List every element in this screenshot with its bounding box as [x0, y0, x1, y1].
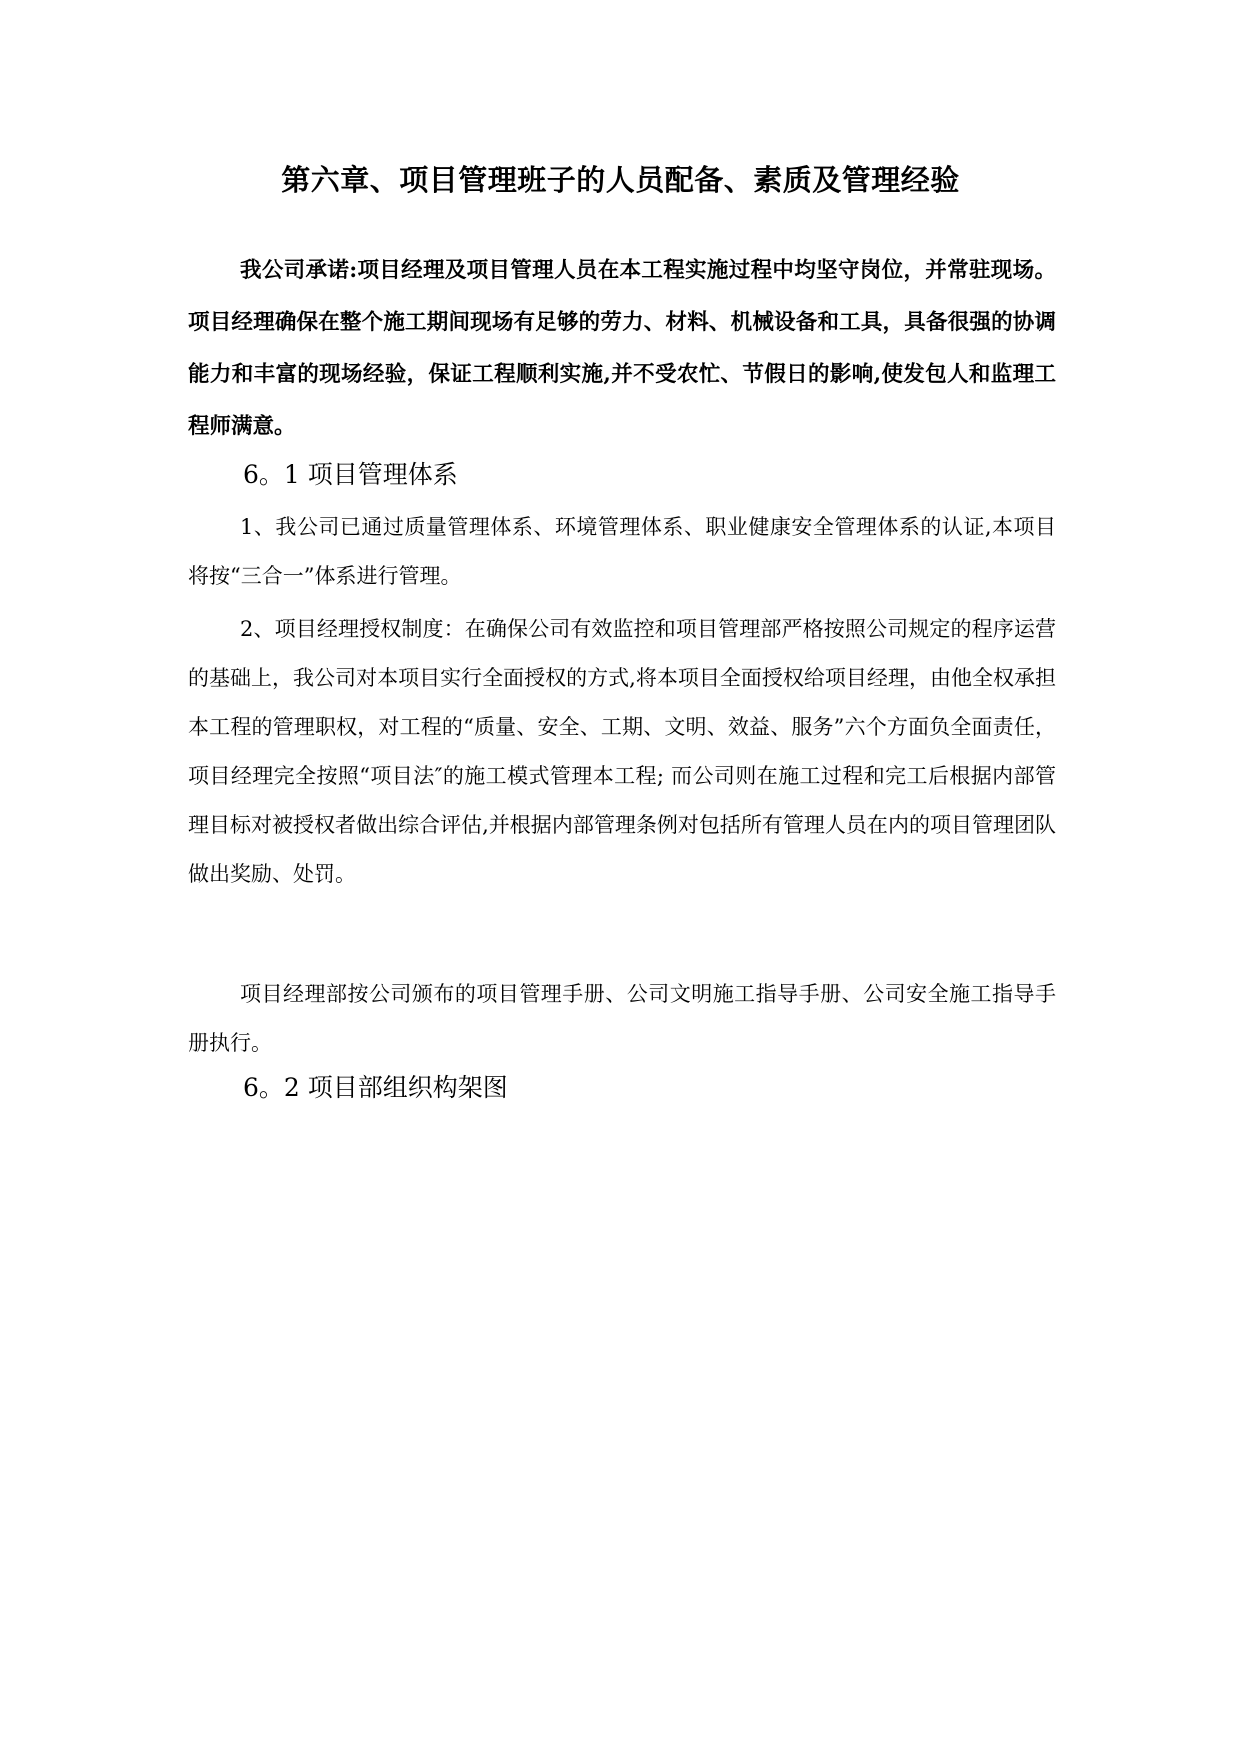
paragraph-manuals: 项目经理部按公司颁布的项目管理手册、公司文明施工指导手册、公司安全施工指导手册执行。	[188, 982, 1056, 1055]
section-heading-6-1: 6。1 项目管理体系	[243, 460, 458, 489]
paragraph-authorization: 2、项目经理授权制度：在确保公司有效监控和项目管理部严格按照公司规定的程序运营的基础上，我公司对本项目实行全面授权的方式,将本项目全面授权给项目经理，由他全权承担本工程的管理职权，对工程的“质量、安全、工期、文明、效益、服务”六个方面负全面责任，项目经理完全按照“项目法″的施工模式管理本工程; 而公司则在施工过程和完工后根据内部管理目标对被授权者做出综合评估,并根据内部管理条例对包括所有管理人员在内的项目管理团队做出奖励、处罚。	[188, 617, 1056, 886]
paragraph-certification: 1、我公司已通过质量管理体系、环境管理体系、职业健康安全管理体系的认证,本项目将按“三合一”体系进行管理。	[188, 515, 1056, 588]
chapter-title: 第六章、项目管理班子的人员配备、素质及管理经验	[281, 163, 960, 197]
commitment-paragraph: 我公司承诺:项目经理及项目管理人员在本工程实施过程中均坚守岗位，并常驻现场。项目经理确保在整个施工期间现场有足够的劳力、材料、机械设备和工具，具备很强的协调能力和丰富的现场经验，保证工程顺利实施,并不受农忙、节假日的影响,使发包人和监理工程师满意。	[188, 258, 1056, 439]
section-heading-6-2: 6。2 项目部组织构架图	[243, 1073, 508, 1102]
